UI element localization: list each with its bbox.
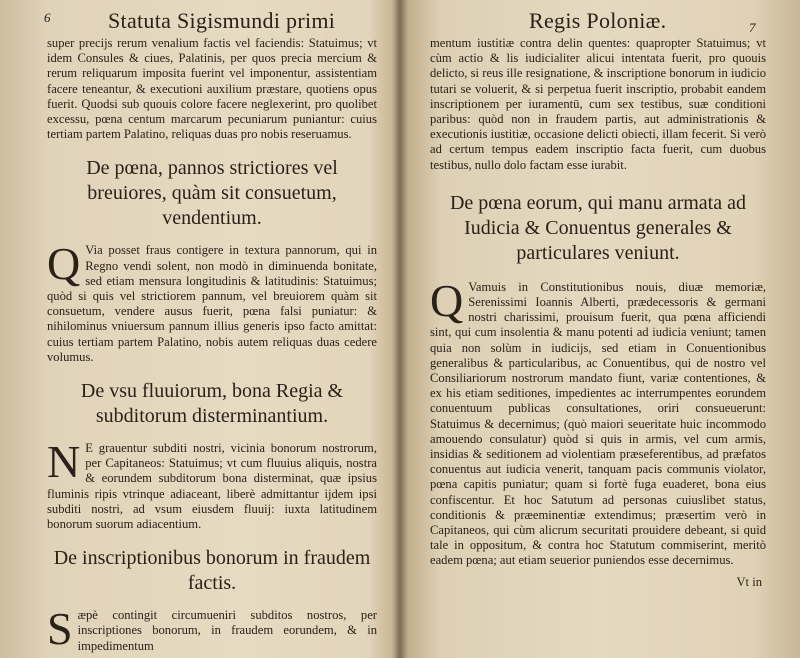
intro-paragraph: mentum iustitiæ contra delin quentes: quapropter Statuimus; vt cùm actio & lis iudicialiter alicui intentata fuerit, pro quouis delicto, si reus ille resignatione, & inscriptione bonorum in iudicio tutari se voluerit, & si perpetua fuerit inscriptio, probabit eandem inscriptionem per iuramentū, cum sex testibus, suæ conditioni paribus: quòd non in fraudem partis, aut administrationis & executionis iustitiæ, occasione delicti obiecti, illam fecerit. Si verò ad certum tempus eadem inscriptio facta fuerit, cum duobus testibus, nullo dolo factam esse iurabit. [430,36,766,172]
section-paragraph [47,436,377,532]
paragraph-body: E grauentur subditi nostri, vicinia bonorum nostrorum, per Capitaneos: Statuimus; vt cum fluuius aliquis, nostra & eorundem subditorum bona disterminat, quæ ipsius fluminis ripis vtrinque adiaceant, liberè admittantur ijdem ipsi subditi nostri, ad vsum eiusdem fluuij: iuxta latitudinem bonorum suorum adiacentium. [47,441,377,532]
paragraph-body: Vamuis in Constitutionibus nouis, diuæ memoriæ, Serenissimi Ioannis Alberti, prædecessoris & germani nostri charissimi, prouisum fuerit, qua pœna afficiendi sint, qui cum insolentia & manu potenti ad iudicia veniunt; tamen quia non solùm in iudicijs, sed etiam in Conuentionibus generalibus & particularibus, ac Conuentibus, qui de nostro vel Consiliariorum nostrorum mandato fiunt, variæ contentiones, & ex his etiam seditiones, impedientes ac interrumpentes eorundem conuentuum publicas consultationes, oriri consueuerunt: Statuimus & decernimus; (quò maiori seueritate huic incommodo amouendo consulatur) quòd si quis in armis, vel cum armis, insidias & seditionem ad violentiam præseferentibus, ad præfatos conuentus aut iudicia venerit, tanquam pacis communis violator, pœna capitis puniatur; quam si fortè fuga euaderet, bona eius confiscentur. Et hoc Satutum ad personas cuiuslibet status, conditionis & præeminentiæ extendimus; præsertim verò in Capitaneos, qui cùm alicrum securitati prouidere debeant, si quid tale in oppositum, & contra hoc Statutum commiserint, meritò eadem pœna; aut etiam seuerior puniendos esse decernimus. [430,279,766,568]
right-page [404,0,800,658]
drop-cap: S [47,603,73,655]
page-number: 7 [749,20,756,35]
page-number: 6 [44,10,51,25]
drop-cap: Q [47,238,81,290]
section-heading: De inscriptionibus bonorum in fraudem factis. [53,547,371,595]
left-page-text [47,36,377,654]
running-head: Statuta Sigismundi primi [108,8,336,33]
drop-cap: Q [430,274,464,326]
section-paragraph [47,603,377,655]
running-head: Regis Poloniæ. [529,8,667,33]
catchword: Vt in [736,574,762,589]
drop-cap: N [47,436,81,488]
right-page-text [430,36,766,590]
section-heading: De pœna, pannos strictiores vel breuiores, quàm sit consuetum, vendentium. [86,157,338,230]
intro-paragraph: super precijs rerum venalium factis vel faciendis: Statuimus; vt idem Consules & ciues, Palatinis, per quos precia mercium & rerum reliquarum imposita fuerint vel imponentur, assistentiam facere teneantur, & executioni auxilium præstare, quotiens opus fuerit. Quodsi sub quouis colore facere neglexerint, pro quolibet excessu, pœna centum marcarum pecuniarum puniantur: cuius tertiam partem Palatino, reliquas duas pro nobis reseruamus. [47,36,377,142]
section-heading: De pœna eorum, qui manu armata ad Iudicia & Conuentus generales & particulares veniunt. [449,191,746,264]
section-paragraph [430,274,766,569]
paragraph-body: æpè contingit circumueniri subditos nostros, per inscriptiones bonorum, in fraudem eorundem, & in impedimentum [77,608,377,653]
section-heading: De vsu fluuiorum, bona Regia & subditorum disterminantium. [80,380,344,428]
paragraph-body: Via posset fraus contigere in textura pannorum, qui in Regno vendi solent, non modò in diminuenda bonitate, sed etiam mensura longitudinis & latitudinis: Statuimus; quòd si quis vel strictiorem pannum, vel breuiorem quàm sit consuetum, vendere ausus fuerit, pœna falsi puniatur: & nihilominus vniuersum pannum illius generis ipso facto amittat: cuius tertiam partem Palatino, nobis autem reliquas duas cedere volumus. [47,243,377,364]
section-paragraph [47,238,377,365]
